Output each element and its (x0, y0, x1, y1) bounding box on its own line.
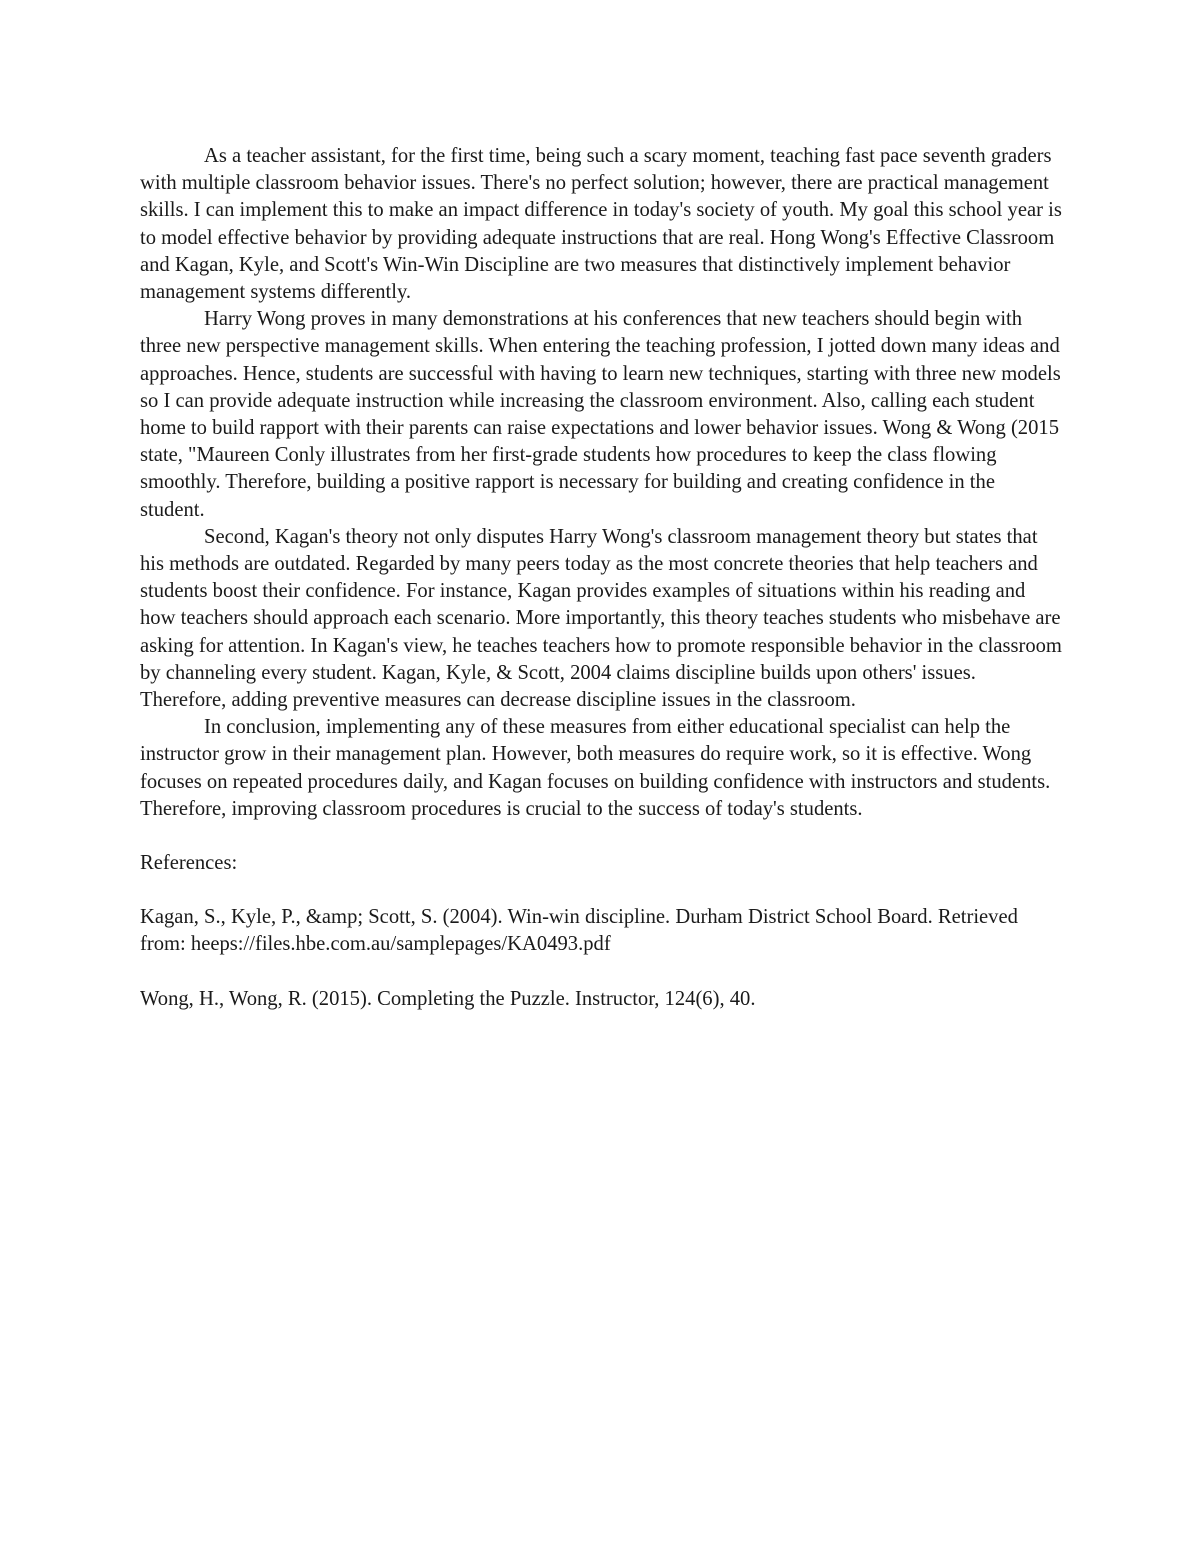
paragraph-kagan: Second, Kagan's theory not only disputes Harry Wong's classroom management theory but states that his methods are outdated. Regarded by many peers today as the most concrete theories that help teachers and students boost their confidence. For instance, Kagan provides examples of situations within his reading and how teachers should approach each scenario. More importantly, this theory teaches students who misbehave are asking for attention. In Kagan's view, he teaches teachers how to promote responsible behavior in the classroom by channeling every student. Kagan, Kyle, & Scott, 2004 claims discipline builds upon others' issues. Therefore, adding preventive measures can decrease discipline issues in the classroom. (140, 525, 1062, 712)
paragraph-intro: As a teacher assistant, for the first time, being such a scary moment, teaching fast pace seventh graders with multiple classroom behavior issues. There's no perfect solution; however, there are practical management skills. I can implement this to make an impact difference in today's society of youth. My goal this school year is to model effective behavior by providing adequate instructions that are real. Hong Wong's Effective Classroom and Kagan, Kyle, and Scott's Win-Win Discipline are two measures that distinctively implement behavior management systems differently. (140, 145, 1062, 304)
paragraph-conclusion: In conclusion, implementing any of these measures from either educational specialist can help the instructor grow in their management plan. However, both measures do require work, so it is effective. Wong focuses on repeated procedures daily, and Kagan focuses on building confidence with instructors and students. Therefore, improving classroom procedures is crucial to the success of today's students. (140, 716, 1051, 820)
reference-entry-kagan: Kagan, S., Kyle, P., &amp; Scott, S. (2004). Win-win discipline. Durham District School Board. Retrieved from: heeps://files.hbe.com.au/samplepages/KA0493.pdf (140, 906, 1018, 956)
essay-body (140, 143, 1062, 823)
document-page (140, 143, 1062, 1013)
references-heading: References: (140, 852, 238, 875)
paragraph-wong: Harry Wong proves in many demonstrations at his conferences that new teachers should begin with three new perspective management skills. When entering the teaching profession, I jotted down many ideas and approaches. Hence, students are successful with having to learn new techniques, starting with three new models so I can provide adequate instruction while increasing the classroom environment. Also, calling each student home to build rapport with their parents can raise expectations and lower behavior issues. Wong & Wong (2015 state, "Maureen Conly illustrates from her first-grade students how procedures to keep the class flowing smoothly. Therefore, building a positive rapport is necessary for building and creating confidence in the student. (140, 308, 1061, 521)
references-section (140, 850, 1062, 1013)
reference-entry-wong: Wong, H., Wong, R. (2015). Completing the Puzzle. Instructor, 124(6), 40. (140, 987, 756, 1010)
